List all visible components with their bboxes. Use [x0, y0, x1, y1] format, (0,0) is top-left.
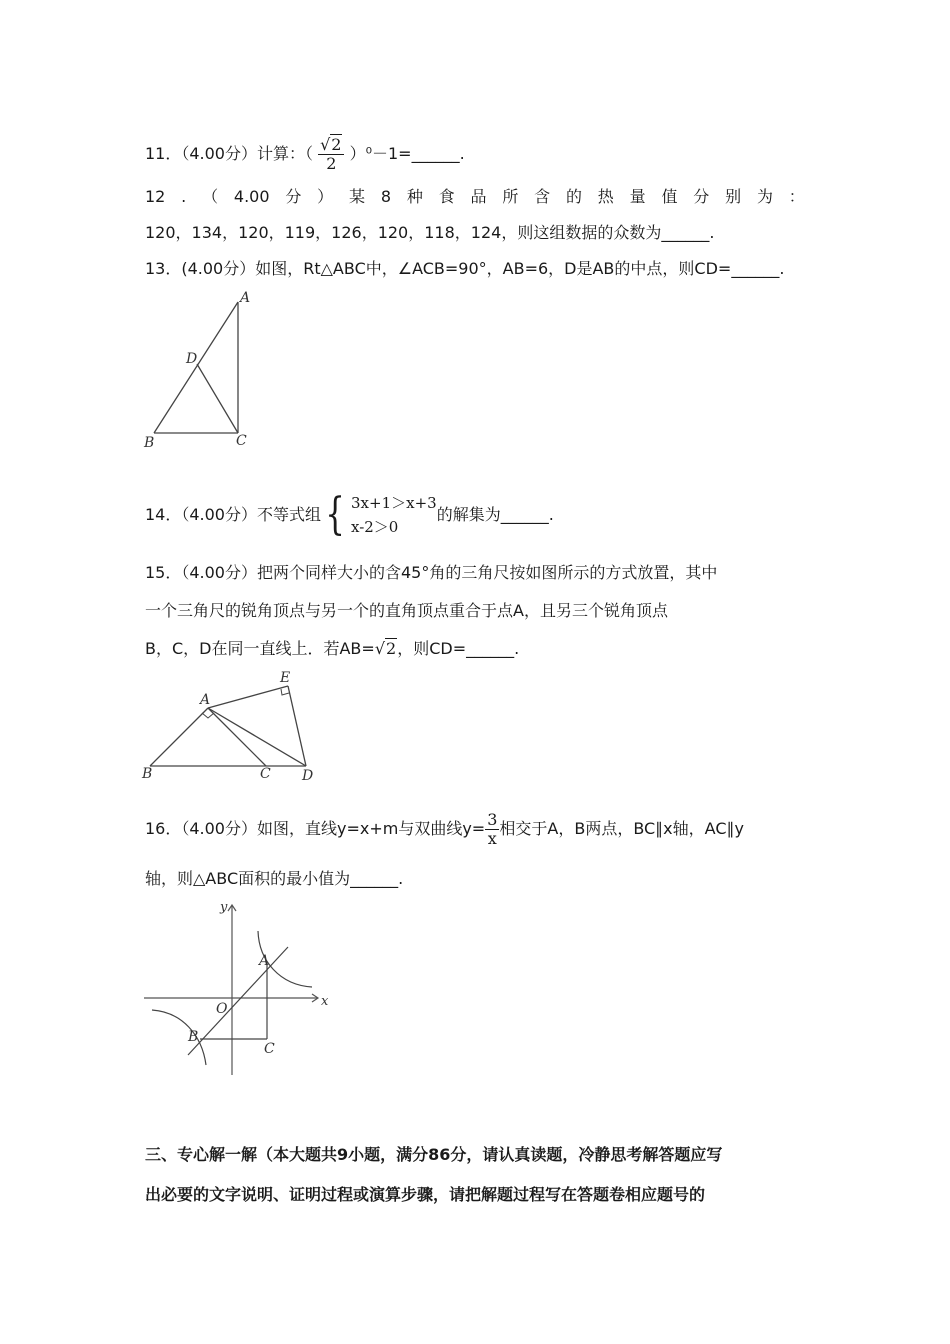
fraction-3-over-x: $\frac{3}{x}$ — [487, 809, 498, 848]
label-A: A — [240, 290, 251, 306]
question-15-line2: 一个三角尺的锐角顶点与另一个的直角顶点重合于点A，且另三个锐角顶点 — [145, 601, 668, 620]
q12-token: 品 — [470, 187, 487, 206]
q12-token: 为 — [756, 187, 773, 206]
q12-token: 分 — [285, 187, 302, 206]
figure-15-triangles — [140, 668, 330, 783]
question-12-line1 — [145, 186, 805, 208]
fraction-sqrt2-over-2: $\frac{√2}{2}$ — [318, 136, 344, 173]
figure-13-triangle — [140, 288, 260, 453]
label-C: C — [264, 1041, 275, 1057]
label-B: B — [144, 435, 155, 451]
q12-token: 4.00 — [233, 187, 270, 206]
label-C: C — [236, 433, 247, 449]
question-15-line1: 15．（4.00分）把两个同样大小的含45°角的三角尺按如图所示的方式放置，其中 — [145, 563, 718, 582]
q12-token: ： — [788, 187, 805, 206]
question-14: 14．（4.00分）不等式组 { 3x+1＞x+3 x-2＞0 的解集为 ______ . — [145, 489, 554, 540]
answer-blank: ______ — [466, 639, 515, 658]
q12-token: 某 — [349, 187, 366, 206]
label-O: O — [216, 1001, 228, 1017]
q12-token: 8 — [380, 187, 392, 206]
label-D: D — [186, 351, 198, 367]
figure-16-graph — [140, 895, 340, 1080]
question-16-line2: 轴，则△ABC面积的最小值为______. — [145, 869, 404, 888]
label-E: E — [280, 670, 291, 686]
question-11: 11．（4.00分）计算：（ $\frac{√2}{2}$ ）⁰－1=______. — [145, 135, 465, 173]
label-y-axis: y — [220, 900, 228, 915]
label-C: C — [260, 766, 271, 782]
q12-token: 的 — [565, 187, 582, 206]
question-15-line3: B，C，D在同一直线上．若AB=√2，则CD=______. — [145, 639, 520, 658]
label-B: B — [188, 1029, 199, 1045]
q12-token: 值 — [661, 187, 678, 206]
answer-blank: ______ — [731, 259, 780, 278]
q12-token: 种 — [406, 187, 423, 206]
q12-token: 含 — [534, 187, 551, 206]
inequality-system: { 3x+1＞x+3 x-2＞0 — [325, 489, 437, 540]
q12-token: 所 — [502, 187, 519, 206]
q12-token: 食 — [438, 187, 455, 206]
question-12-line2: 120，134，120，119，126，120，118，124，则这组数据的众数为______. — [145, 223, 715, 242]
answer-blank: ______ — [661, 223, 710, 242]
answer-blank: ______ — [350, 869, 399, 888]
q12-token: . — [181, 187, 187, 206]
q12-token: （ — [202, 187, 219, 206]
label-D: D — [302, 768, 314, 783]
answer-blank: ______ — [411, 144, 460, 163]
label-B: B — [142, 766, 153, 782]
label-A: A — [259, 953, 270, 969]
q12-token: 分 — [693, 187, 710, 206]
q12-token: ） — [317, 187, 334, 206]
question-13: 13．(4.00分）如图，Rt△ABC中，∠ACB=90°，AB=6，D是AB的中点，则CD=______. — [145, 259, 785, 278]
q12-token: 别 — [725, 187, 742, 206]
answer-blank: ______ — [500, 505, 549, 524]
label-A: A — [200, 692, 211, 708]
section-3-heading-line1: 三、专心解一解（本大题共9小题，满分86分，请认真读题，冷静思考解答题应写 — [145, 1145, 723, 1164]
q12-token: 热 — [597, 187, 614, 206]
q12-token: 量 — [629, 187, 646, 206]
section-3-heading-line2: 出必要的文字说明、证明过程或演算步骤，请把解题过程写在答题卷相应题号的 — [145, 1185, 706, 1204]
label-x-axis: x — [321, 994, 329, 1009]
q12-token: 12 — [145, 187, 166, 206]
question-16-line1: 16．（4.00分）如图，直线y=x+m与双曲线y= $\frac{3}{x}$ 相交于A，B两点，BC∥x轴，AC∥y — [145, 809, 744, 848]
